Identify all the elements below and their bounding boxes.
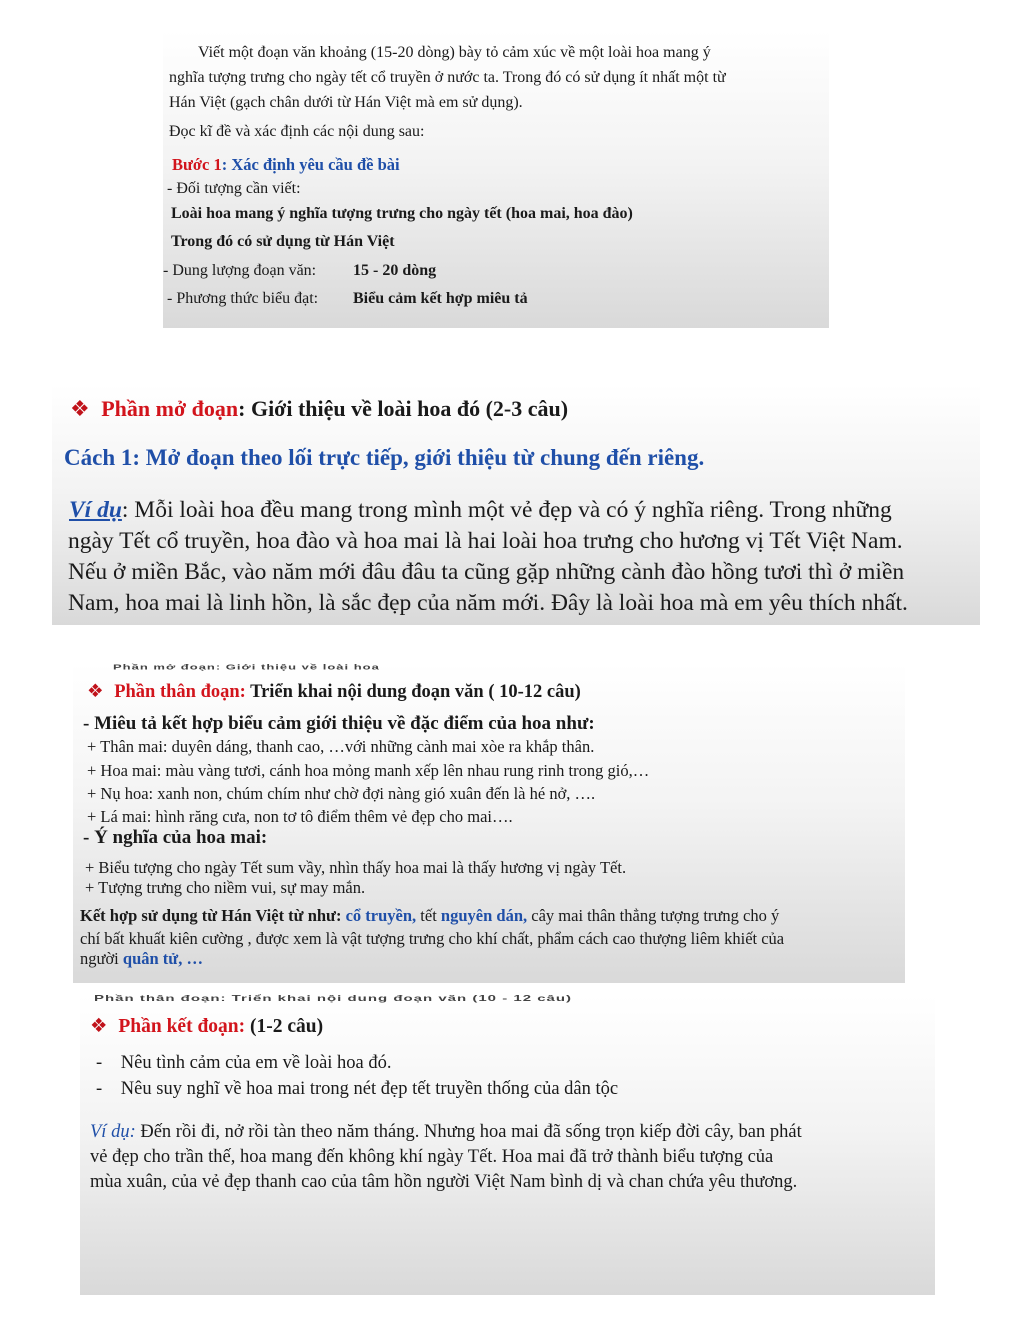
describe-item: + Hoa mai: màu vàng tươi, cánh hoa mỏng manh xếp lên nhau rung rinh trong gió,… <box>87 761 650 780</box>
opening-example-line-2: ngày Tết cổ truyền, hoa đào và hoa mai là hai loài hoa trưng cho hương vị Tết Việt Nam. <box>68 528 903 554</box>
opening-heading-text: : Giới thiệu về loài hoa đó (2-3 câu) <box>238 396 569 421</box>
step1-label: Bước 1 <box>172 155 222 174</box>
combine-label: Kết hợp sử dụng từ Hán Việt từ như: <box>80 906 342 925</box>
step1-text: : Xác định yêu cầu đề bài <box>221 155 400 174</box>
body-heading <box>87 681 581 703</box>
body-heading-text: Triển khai nội dung đoạn văn ( 10-12 câu) <box>245 682 581 702</box>
meaning-heading: - Ý nghĩa của hoa mai: <box>83 827 268 848</box>
body-heading-label: Phần thân đoạn: <box>114 682 246 702</box>
conclusion-section-card <box>80 995 935 1295</box>
describe-item: + Nụ hoa: xanh non, chúm chím như chờ đợi nàng gió xuân đến là hé nở, …. <box>87 784 596 803</box>
conclusion-heading <box>90 1014 323 1038</box>
cut-off-heading: Phần mở đoạn: Giới thiệu về loài hoa <box>113 663 380 672</box>
object-label: - Đối tượng cần viết: <box>167 180 301 197</box>
opening-example-line-3: Nếu ở miền Bắc, vào năm mới đâu đâu ta cũng gặp những cành đào hồng tươi thì ở miền <box>68 559 905 585</box>
opening-way-1: Cách 1: Mở đoạn theo lối trực tiếp, giới thiệu từ chung đến riêng. <box>64 445 705 470</box>
object-value-1: Loài hoa mang ý nghĩa tượng trưng cho ngày tết (hoa mai, hoa đào) <box>171 205 633 222</box>
combine-line-1: Kết hợp sử dụng từ Hán Việt từ như: cổ truyền, tết nguyên dán, cây mai thân thẳng tượng trưng cho ý <box>80 906 780 925</box>
dash-icon: - <box>96 1079 103 1099</box>
method-value: Biểu cảm kết hợp miêu tả <box>353 290 528 307</box>
han-viet-word: cổ truyền, <box>345 906 417 925</box>
prompt-line-2: nghĩa tượng trưng cho ngày tết cổ truyền ở nước ta. Trong đó có sử dụng ít nhất một từ <box>169 69 726 86</box>
conclusion-heading-text: (1-2 câu) <box>245 1016 324 1037</box>
read-instruction: Đọc kĩ đề và xác định các nội dung sau: <box>169 123 425 140</box>
conclusion-example-line-2: vẻ đẹp cho trần thế, hoa mang đến không khí ngày Tết. Hoa mai đã trở thành biểu tượng của <box>90 1147 774 1167</box>
describe-item: + Thân mai: duyên dáng, thanh cao, …với những cành mai xòe ra khắp thân. <box>87 737 595 756</box>
combine-line-3: người quân tử, … <box>80 949 203 968</box>
dash-icon: - <box>96 1053 103 1073</box>
prompt-line-1: Viết một đoạn văn khoảng (15-20 dòng) bày tỏ cảm xúc về một loài hoa mang ý <box>198 44 711 61</box>
opening-example-line-4: Nam, hoa mai là linh hồn, là sắc đẹp của năm mới. Đây là loài hoa mà em yêu thích nhất. <box>68 590 908 616</box>
conclusion-heading-label: Phần kết đoạn: <box>118 1016 246 1037</box>
combine-line-2: chí bất khuất kiên cường , được xem là vật tượng trưng cho khí chất, phẩm cách cao thượng liêm khiết của <box>80 929 785 948</box>
diamond-bullet-icon: ❖ <box>87 681 104 702</box>
opening-example-line-1: Ví dụ: Mỗi loài hoa đều mang trong mình một vẻ đẹp và có ý nghĩa riêng. Trong những <box>69 497 892 523</box>
step1-heading <box>172 155 400 175</box>
describe-heading: - Miêu tả kết hợp biểu cảm giới thiệu về đặc điểm của hoa như: <box>83 713 595 734</box>
han-viet-word: quân tử, … <box>122 949 203 968</box>
method-label: - Phương thức biểu đạt: <box>167 290 319 307</box>
diamond-bullet-icon: ❖ <box>70 397 90 422</box>
object-value-2: Trong đó có sử dụng từ Hán Việt <box>171 233 395 250</box>
opening-section-card <box>52 384 980 625</box>
conclusion-item: - Nêu suy nghĩ về hoa mai trong nét đẹp tết truyền thống của dân tộc <box>96 1079 619 1099</box>
capacity-value: 15 - 20 dòng <box>353 262 437 279</box>
opening-heading <box>70 396 568 422</box>
example-label: Ví dụ: <box>90 1122 136 1142</box>
meaning-item: + Biểu tượng cho ngày Tết sum vầy, nhìn thấy hoa mai là thấy hương vị ngày Tết. <box>85 858 627 877</box>
describe-item: + Lá mai: hình răng cưa, non tơ tô điểm thêm vẻ đẹp cho mai…. <box>87 807 513 826</box>
han-viet-word: nguyên dán, <box>440 906 528 925</box>
body-section-card <box>73 663 905 983</box>
conclusion-example-line-1: Ví dụ: Đến rồi đi, nở rồi tàn theo năm tháng. Nhưng hoa mai đã sống trọn kiếp đời cây, ban phát <box>90 1122 802 1142</box>
capacity-label: - Dung lượng đoạn văn: <box>163 262 317 279</box>
example-label: Ví dụ <box>69 497 122 523</box>
opening-heading-label: Phần mở đoạn <box>101 396 239 421</box>
diamond-bullet-icon: ❖ <box>90 1014 108 1037</box>
cut-off-heading: Phần thân đoạn: Triển khai nội dung đoạn văn (10 - 12 câu) <box>94 994 573 1004</box>
meaning-item: + Tượng trưng cho niềm vui, sự may mắn. <box>85 878 366 897</box>
conclusion-example-line-3: mùa xuân, của vẻ đẹp thanh cao của tâm hồn người Việt Nam bình dị và chan chứa yêu thương. <box>90 1172 798 1192</box>
conclusion-item: - Nêu tình cảm của em về loài hoa đó. <box>96 1053 392 1073</box>
task-card <box>163 30 829 328</box>
prompt-line-3: Hán Việt (gạch chân dưới từ Hán Việt mà em sử dụng). <box>169 94 523 111</box>
